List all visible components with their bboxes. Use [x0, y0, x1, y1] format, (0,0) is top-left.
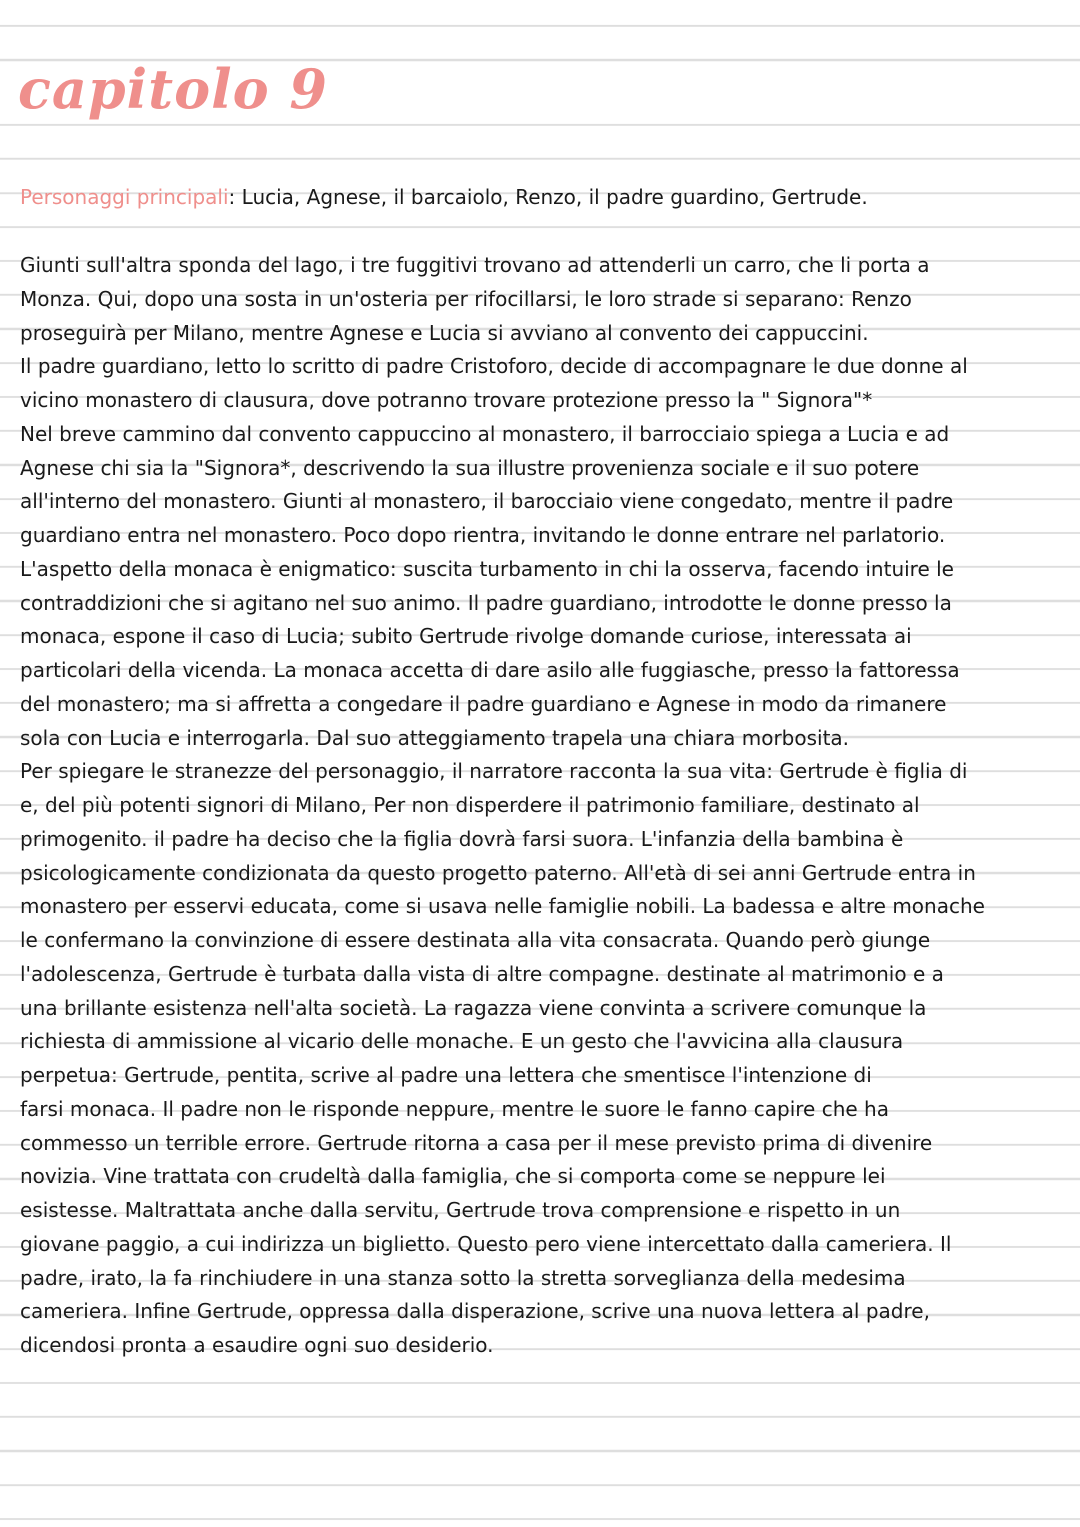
summary-line: e, del più potenti signori di Milano, Per non disperdere il patrimonio familiare, destinato al — [20, 793, 920, 817]
summary-line: particolari della vicenda. La monaca accetta di dare asilo alle fuggiasche, presso la fattoressa — [20, 658, 960, 682]
summary-line: Per spiegare le stranezze del personaggio, il narratore racconta la sua vita: Gertrude è figlia di — [20, 759, 968, 784]
summary-line: perpetua: Gertrude, pentita, scrive al padre una lettera che smentisce l'intenzione di — [20, 1063, 872, 1087]
summary-line: una brillante esistenza nell'alta società. La ragazza viene convinta a scrivere comunque la — [20, 995, 927, 1020]
summary-line: monastero per esservi educata, come si usava nelle famiglie nobili. La badessa e altre monache — [20, 894, 985, 919]
summary-line: esistesse. Maltrattata anche dalla servitu, Gertrude trova comprensione e rispetto in un — [20, 1198, 901, 1222]
summary-line: L'aspetto della monaca è enigmatico: suscita turbamento in chi la osserva, facendo intuire le — [20, 556, 954, 581]
main-characters-separator: : — [228, 185, 236, 209]
summary-line: monaca, espone il caso di Lucia; subito Gertrude rivolge domande curiose, interessata ai — [20, 624, 912, 649]
summary-line: Monza. Qui, dopo una sosta in un'osteria per rifocillarsi, le loro strade si separano: Renzo — [20, 286, 912, 311]
summary-line: vicino monastero di clausura, dove potranno trovare protezione presso la " Signora"* — [20, 388, 873, 412]
summary-line: contraddizioni che si agitano nel suo animo. Il padre guardiano, introdotte le donne presso la — [20, 590, 952, 615]
main-characters-line — [20, 181, 868, 213]
summary-line: commesso un terrible errore. Gertrude ritorna a casa per il mese previsto prima di divenire — [20, 1130, 933, 1155]
summary-line: le confermano la convinzione di essere destinata alla vita consacrata. Quando però giunge — [20, 928, 931, 952]
summary-line: Il padre guardiano, letto lo scritto di padre Cristoforo, decide di accompagnare le due donne al — [20, 354, 968, 379]
summary-line: padre, irato, la fa rinchiudere in una stanza sotto la stretta sorveglianza della medesima — [20, 1265, 906, 1290]
summary-line: guardiano entra nel monastero. Poco dopo rientra, invitando le donne entrare nel parlatorio. — [20, 523, 946, 547]
summary-line: psicologicamente condizionata da questo progetto paterno. All'età di sei anni Gertrude entra in — [20, 860, 976, 885]
summary-line: cameriera. Infine Gertrude, oppressa dalla disperazione, scrive una nuova lettera al padre, — [20, 1299, 930, 1324]
chapter-title: capitolo 9 — [18, 57, 329, 121]
summary-line: primogenito. il padre ha deciso che la figlia dovrà farsi suora. L'infanzia della bambina è — [20, 826, 904, 851]
summary-line: farsi monaca. Il padre non le risponde neppure, mentre le suore le fanno capire che ha — [20, 1096, 889, 1121]
chapter-summary — [20, 249, 1060, 1363]
summary-line: Giunti sull'altra sponda del lago, i tre fuggitivi trovano ad attenderli un carro, che li porta a — [20, 253, 930, 277]
main-characters-list: Lucia, Agnese, il barcaiolo, Renzo, il padre guardino, Gertrude. — [235, 185, 868, 209]
summary-line: del monastero; ma si affretta a congedare il padre guardiano e Agnese in modo da rimanere — [20, 691, 947, 716]
summary-line: Agnese chi sia la "Signora*, descrivendo la sua illustre provenienza sociale e il suo potere — [20, 455, 920, 480]
summary-line: proseguirà per Milano, mentre Agnese e Lucia si avviano al convento dei cappuccini. — [20, 320, 869, 345]
summary-line: dicendosi pronta a esaudire ogni suo desiderio. — [20, 1333, 494, 1357]
summary-line: richiesta di ammissione al vicario delle monache. E un gesto che l'avvicina alla clausura — [20, 1029, 904, 1054]
summary-line: novizia. Vine trattata con crudeltà dalla famiglia, che si comporta come se neppure lei — [20, 1164, 886, 1189]
summary-line: giovane paggio, a cui indirizza un biglietto. Questo pero viene intercettato dalla cameriera. Il — [20, 1231, 952, 1256]
summary-line: all'interno del monastero. Giunti al monastero, il barocciaio viene congedato, mentre il padre — [20, 489, 954, 514]
summary-line: Nel breve cammino dal convento cappuccino al monastero, il barrocciaio spiega a Lucia e ad — [20, 421, 950, 446]
main-characters-label: Personaggi principali — [20, 185, 229, 209]
summary-line: l'adolescenza, Gertrude è turbata dalla vista di altre compagne. destinate al matrimonio e a — [20, 961, 944, 986]
summary-line: sola con Lucia e interrogarla. Dal suo atteggiamento trapela una chiara morbosita. — [20, 725, 850, 750]
